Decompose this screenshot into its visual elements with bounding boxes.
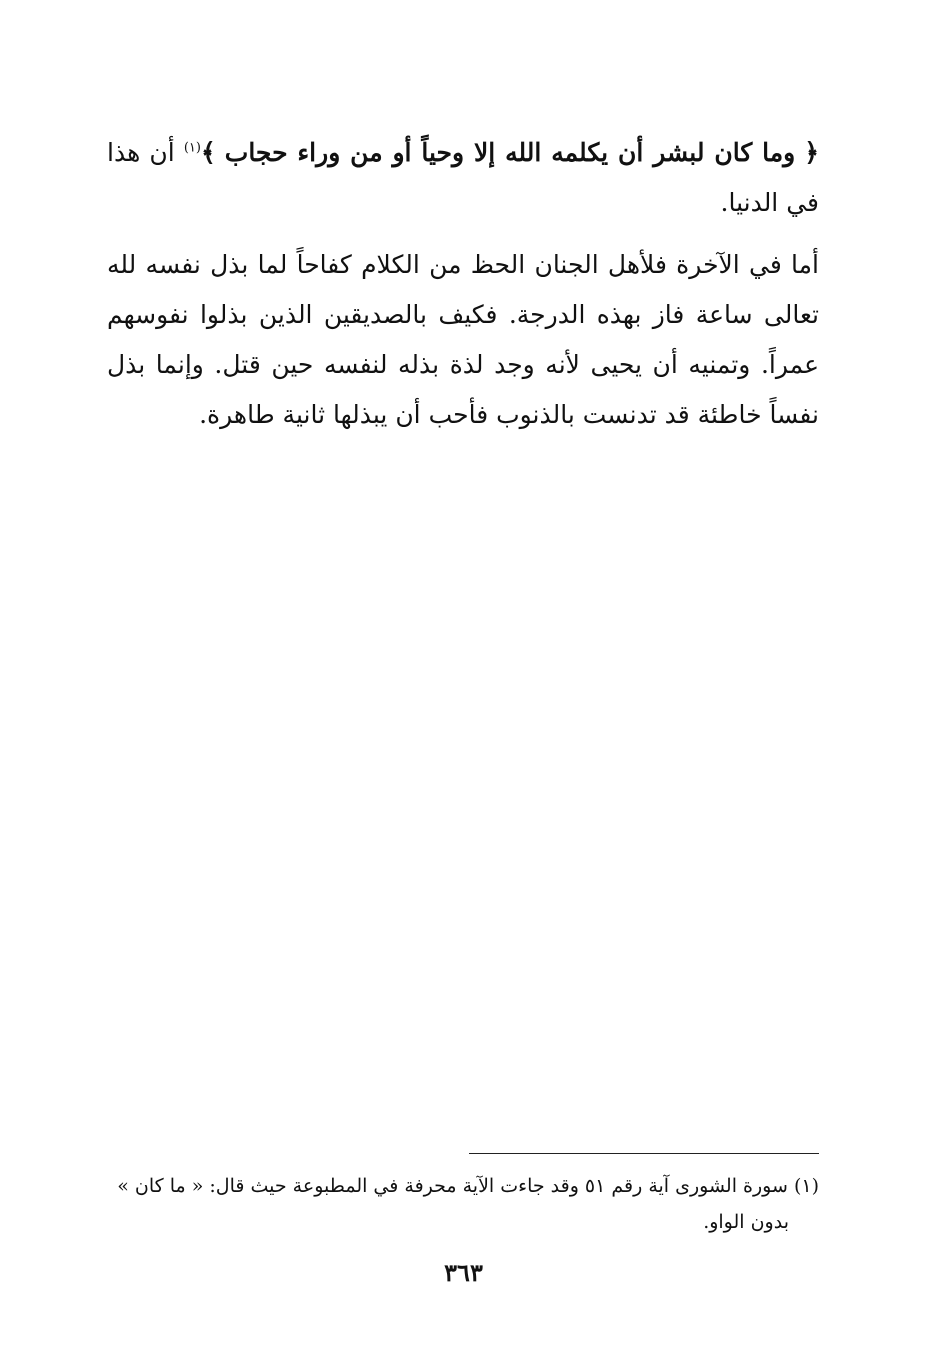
- main-text: [107, 128, 819, 440]
- quran-close-brace: ﴾: [200, 138, 216, 167]
- page-number: ٣٦٣: [444, 1258, 483, 1287]
- footnote-line-1: (١) سورة الشورى آية رقم ٥١ وقد جاءت الآية محرفة في المطبوعة حيث قال: « ما كان »: [117, 1175, 819, 1197]
- paragraph-2: أما في الآخرة فلأهل الجنان الحظ من الكلام كفاحاً لما بذل نفسه لله تعالى ساعة فاز بهذه الدرجة. فكيف بالصديقين الذين بذلوا نفوسهم عمراً. وتمنيه أن يحيى لأنه وجد لذة بذله لنفسه حين قتل. وإنما بذل نفساً خاطئة قد تدنست بالذنوب فأحب أن يبذلها ثانية طاهرة.: [107, 250, 819, 429]
- footnote-divider: [469, 1153, 819, 1154]
- footnote: [107, 1168, 819, 1240]
- paragraph-1-rest: أن هذا في الدنيا.: [107, 138, 819, 217]
- footnote-line-2: بدون الواو.: [703, 1211, 789, 1233]
- footnote-reference: (١): [183, 140, 201, 156]
- quran-open-brace: ﴿: [804, 138, 819, 167]
- paragraph-1: [107, 128, 819, 228]
- quran-verse: وما كان لبشر أن يكلمه الله إلا وحياً أو من وراء حجاب: [224, 138, 796, 167]
